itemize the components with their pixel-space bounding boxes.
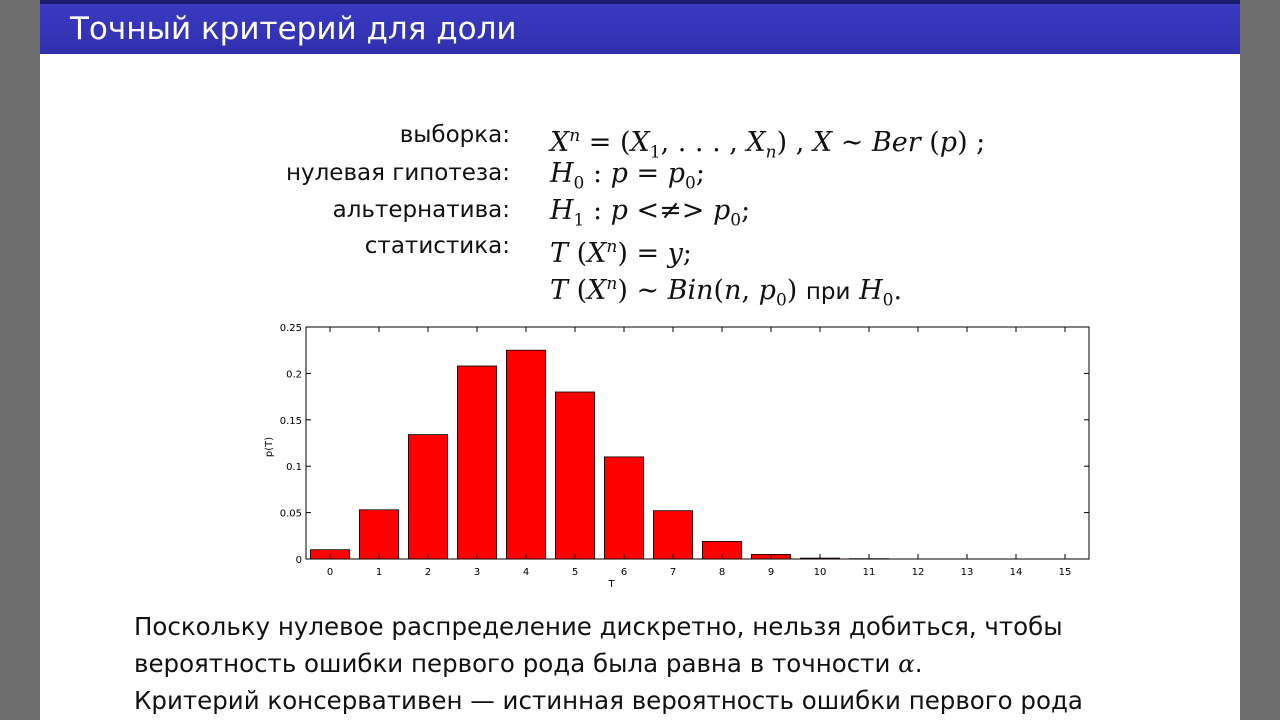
definition-row-sample (40, 118, 1240, 163)
x-tick-label-7: 7 (669, 567, 677, 578)
label-sample: выборка: (399, 122, 510, 148)
y-tick-label-1: 0.05 (279, 508, 302, 520)
x-tick-label-2: 2 (424, 567, 432, 578)
formula-statistic: T $(X^n) = y$; (550, 237, 693, 269)
x-tick-label-3: 3 (473, 567, 481, 578)
definition-row-statistic (40, 229, 1240, 269)
y-tick-label-0: 0 (295, 555, 302, 566)
y-axis-label: p(T) (264, 436, 275, 458)
label-null-hypothesis: нулевая гипотеза: (285, 160, 510, 186)
x-tick-label-6: 6 (620, 567, 628, 578)
paragraph-line-3: Критерий консервативен — истинная вероятность ошибки первого рода (134, 686, 1083, 715)
bar-7 (653, 511, 692, 559)
slide-title: Точный критерий для доли (70, 11, 517, 47)
alpha-symbol: α (898, 649, 915, 678)
x-tick-label-5: 5 (571, 567, 579, 578)
x-tick-label-11: 11 (862, 567, 876, 578)
bar-6 (604, 457, 643, 559)
y-tick-label-3: 0.15 (279, 415, 302, 427)
formula-alternative: $H_1$ : p <≠> $p_0$; (550, 195, 751, 231)
bar-5 (555, 392, 594, 559)
definition-row-null (40, 156, 1240, 192)
bar-2 (408, 435, 447, 559)
label-statistic: статистика: (364, 233, 510, 259)
slide (40, 0, 1240, 720)
x-tick-label-12: 12 (911, 567, 925, 578)
x-tick-label-13: 13 (960, 567, 974, 578)
paragraph-line-2 (134, 645, 1234, 682)
label-alternative: альтернатива: (332, 197, 510, 223)
x-tick-label-14: 14 (1009, 567, 1023, 578)
bar-3 (457, 366, 496, 559)
x-tick-label-8: 8 (718, 567, 726, 578)
bar-1 (359, 510, 398, 559)
title-bar (40, 4, 1240, 54)
under-word: при (805, 279, 851, 305)
x-tick-label-10: 10 (813, 567, 827, 578)
x-tick-label-0: 0 (326, 567, 334, 578)
definition-row-distribution (40, 266, 1240, 311)
x-tick-label-1: 1 (375, 567, 383, 578)
paragraph-line-2-end: . (914, 649, 923, 678)
x-tick-label-4: 4 (522, 567, 530, 578)
definition-row-alternative (40, 193, 1240, 229)
y-tick-label-2: 0.1 (286, 462, 302, 474)
y-tick-label-4: 0.2 (286, 369, 302, 381)
x-axis-label: T (608, 579, 615, 590)
x-tick-label-9: 9 (767, 567, 775, 578)
x-tick-label-15: 15 (1058, 567, 1072, 578)
paragraph-line-1: Поскольку нулевое распределение дискретно, нельзя добиться, чтобы (134, 612, 1063, 641)
formula-distribution: T $(X^n)$ ∼ Bin(n, $p_0$) при $H_0$. (550, 274, 903, 311)
y-tick-label-5: 0.25 (279, 323, 302, 334)
bar-4 (506, 350, 545, 559)
formula-sample: $X^n = (X_1$, . . . , $X_n$) , X ∼ Ber (p) ; (550, 126, 986, 163)
formula-null-hypothesis: $H_0$ : $p = p_0$; (550, 158, 705, 194)
paragraph-line-2-text: вероятность ошибки первого рода была равна в точности (134, 649, 891, 678)
bar-chart (220, 316, 1072, 592)
